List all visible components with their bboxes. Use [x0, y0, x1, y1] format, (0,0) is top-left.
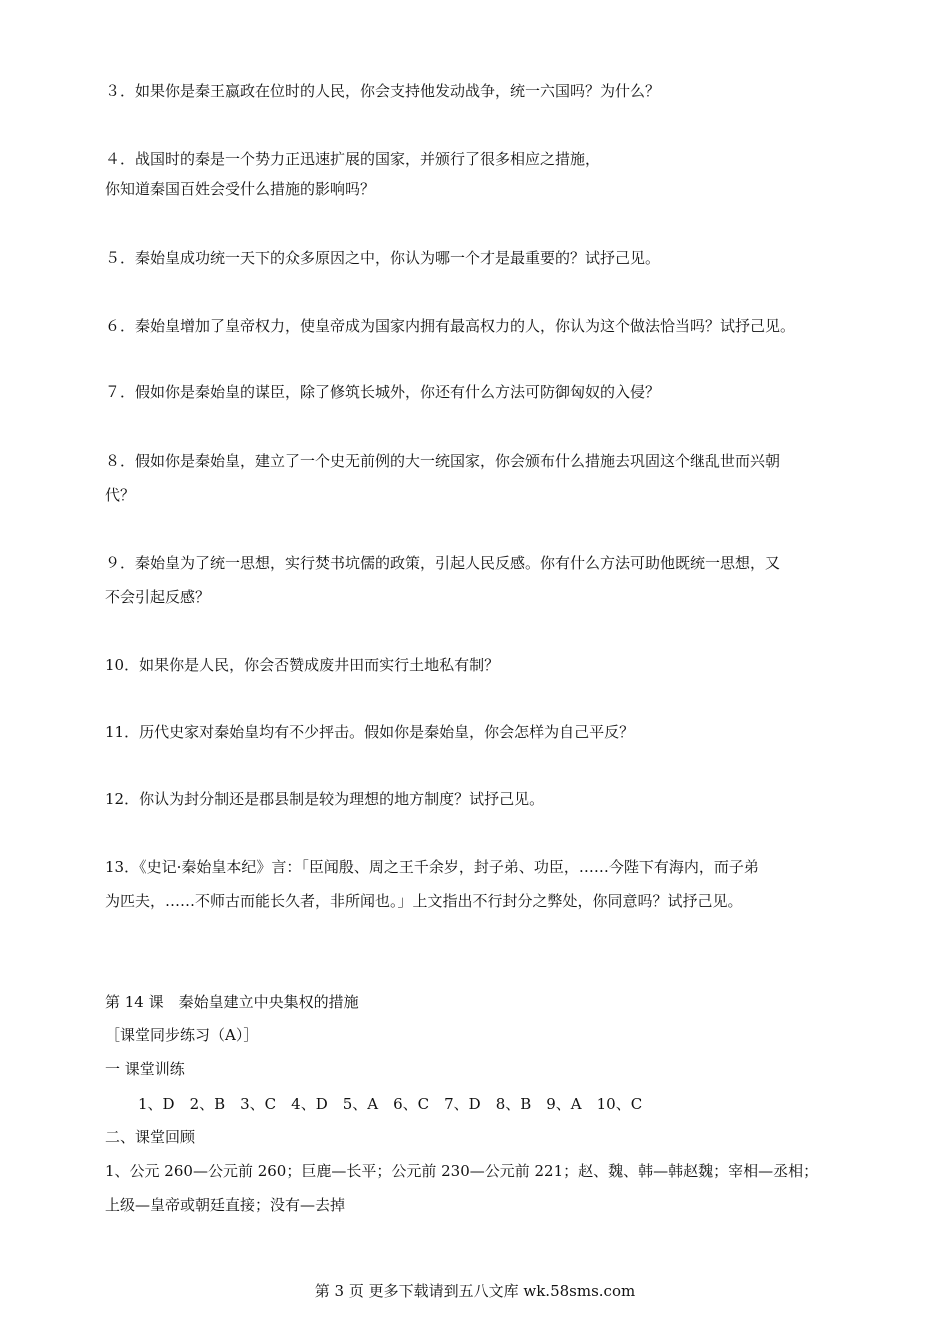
question-line: 10．如果你是人民，你会否赞成废井田而实行土地私有制？ [105, 656, 500, 674]
lesson-title: 第 14 课 秦始皇建立中央集权的措施 [105, 993, 359, 1011]
question-line: ６．秦始皇增加了皇帝权力，使皇帝成为国家内拥有最高权力的人，你认为这个做法恰当吗？试抒己见。 [105, 317, 796, 335]
question-line: 11．历代史家对秦始皇均有不少抨击。假如你是秦始皇，你会怎样为自己平反？ [105, 723, 635, 741]
question-line: 不会引起反感？ [105, 588, 211, 606]
question-line: ５．秦始皇成功统一天下的众多原因之中，你认为哪一个才是最重要的？试抒己见。 [105, 249, 661, 267]
section-title: 二、课堂回顾 [105, 1128, 196, 1146]
section-title: 一 课堂训练 [105, 1060, 185, 1078]
page-footer: 第 3 页 更多下载请到五八文库 wk.58sms.com [314, 1282, 636, 1300]
question-line: ８．假如你是秦始皇，建立了一个史无前例的大一统国家，你会颁布什么措施去巩固这个继乱世而兴朝 [105, 452, 781, 470]
question-line: 13．《史记·秦始皇本纪》言：「臣闻殷、周之王千余岁，封子弟、功臣，……今陛下有海内，而子弟 [105, 858, 759, 876]
question-line: 为匹夫，……不师古而能长久者，非所闻也。」上文指出不行封分之弊处，你同意吗？试抒己见。 [105, 892, 743, 910]
review-line: 1、公元 260—公元前 260；巨鹿—长平；公元前 230—公元前 221；赵、魏、韩—韩赵魏；宰相—丞相； [105, 1162, 819, 1180]
question-line: 代？ [105, 486, 136, 504]
question-line: ３．如果你是秦王嬴政在位时的人民，你会支持他发动战争，统一六国吗？为什么？ [105, 82, 661, 100]
question-line: ７．假如你是秦始皇的谋臣，除了修筑长城外，你还有什么方法可防御匈奴的入侵？ [105, 383, 661, 401]
answer-key: 1、D 2、B 3、C 4、D 5、A 6、C 7、D 8、B 9、A 10、C [138, 1095, 643, 1113]
exercise-label: ［课堂同步练习（A）］ [105, 1026, 259, 1044]
question-line: ４．战国时的秦是一个势力正迅速扩展的国家，并颁行了很多相应之措施， [105, 150, 601, 168]
question-line: ９．秦始皇为了统一思想，实行焚书坑儒的政策，引起人民反感。你有什么方法可助他既统一思想，又 [105, 554, 781, 572]
question-line: 12．你认为封分制还是郡县制是较为理想的地方制度？试抒己见。 [105, 790, 545, 808]
review-line: 上级—皇帝或朝廷直接；没有—去掉 [105, 1196, 346, 1214]
question-line: 你知道秦国百姓会受什么措施的影响吗？ [105, 180, 376, 198]
